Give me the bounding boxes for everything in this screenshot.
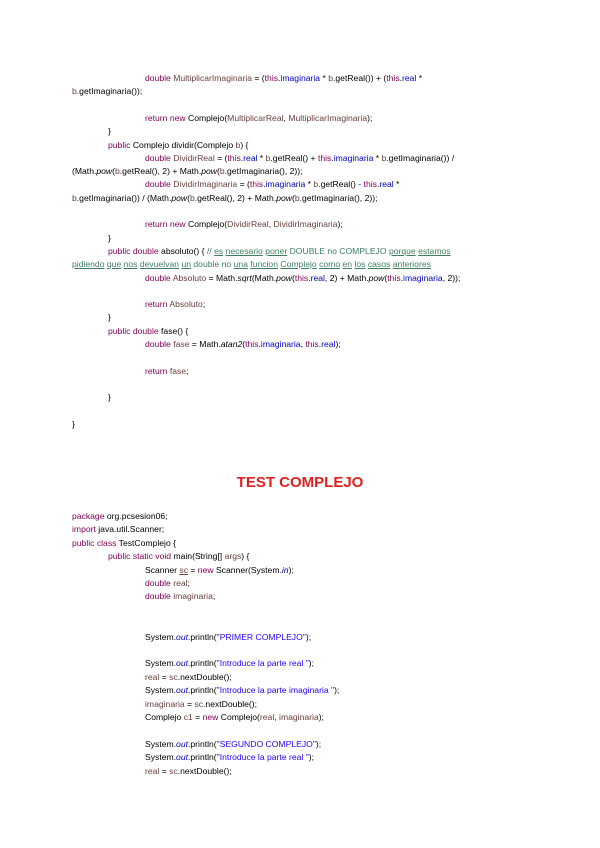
code-token: this <box>245 339 259 349</box>
code-token: . <box>376 179 380 190</box>
code-token: System. <box>145 738 177 749</box>
code-token: b <box>219 166 225 177</box>
code-token: new <box>197 564 216 575</box>
code-line <box>145 578 190 588</box>
code-token: sc <box>169 765 178 776</box>
code-token: real <box>402 73 417 83</box>
code-token: ( <box>242 339 246 349</box>
code-token: java.util.Scanner; <box>98 524 165 535</box>
code-token: main(String[] <box>173 551 225 562</box>
code-token: , <box>274 712 280 722</box>
code-token: Complejo <box>280 259 317 270</box>
code-token: return <box>145 112 170 123</box>
code-token: .println( <box>188 738 217 749</box>
code-token: . <box>399 73 403 83</box>
code-line <box>145 672 232 682</box>
code-token: System. <box>145 752 177 763</box>
code-token: ; <box>186 365 189 376</box>
code-token: public <box>108 245 133 256</box>
code-token: Complejo( <box>188 112 228 123</box>
code-token: .nextDouble(); <box>203 698 258 709</box>
code-token: } <box>108 312 111 323</box>
code-token: * <box>257 152 266 163</box>
code-line <box>145 739 321 749</box>
code-token: fase() { <box>161 325 189 336</box>
code-token: return <box>145 219 170 230</box>
code-token: una <box>233 259 248 270</box>
code-token: this <box>249 179 264 190</box>
code-token: b <box>189 192 195 203</box>
code-token: .getReal()) + ( <box>333 73 387 83</box>
code-token: this <box>264 73 279 83</box>
code-token: * <box>393 179 400 190</box>
code-token: "SEGUNDO COMPLEJO" <box>216 738 316 749</box>
code-token: absoluto() { <box>161 245 207 256</box>
code-token: DividirImaginaria <box>273 219 338 230</box>
code-token: .getImaginaria(), 2)); <box>224 166 303 177</box>
code-token: "Introduce la parte real " <box>216 658 309 669</box>
code-token: package <box>72 511 107 521</box>
code-token: DividirReal <box>227 219 269 230</box>
code-token: Complejo( <box>188 219 228 230</box>
code-token: double <box>145 179 174 190</box>
code-token: que <box>106 259 122 270</box>
code-line <box>145 766 232 776</box>
code-token: public <box>108 325 133 336</box>
code-token: .getImaginaria()); <box>76 86 143 97</box>
code-token: b <box>235 139 241 150</box>
code-token: return <box>145 299 170 310</box>
code-token: // <box>206 245 215 256</box>
code-token: imaginaria <box>260 339 301 349</box>
code-token: ); <box>308 658 314 669</box>
code-token: DividirImaginaria <box>173 179 238 190</box>
code-token: = <box>159 671 170 682</box>
code-token: estamos <box>418 245 451 256</box>
code-token: imaginaria <box>265 179 306 190</box>
code-token: casos <box>367 259 391 270</box>
code-token: this <box>363 179 377 190</box>
code-token: ); <box>308 752 314 763</box>
code-token: ); <box>318 712 324 722</box>
code-line <box>145 712 324 722</box>
code-token: c1 <box>183 712 193 722</box>
code-line <box>145 179 399 189</box>
code-line <box>145 565 294 575</box>
code-token: imaginaria <box>145 698 185 709</box>
code-token: = <box>192 712 203 722</box>
code-token: = <box>159 765 170 776</box>
code-token: double <box>132 245 162 256</box>
code-line <box>72 524 164 534</box>
code-token: como <box>319 259 341 270</box>
code-token: class <box>96 537 119 548</box>
code-line <box>145 752 314 762</box>
code-token: TestComplejo { <box>118 537 176 548</box>
code-token: . <box>318 339 322 349</box>
code-token: in <box>281 564 289 575</box>
code-token: ; <box>187 578 190 588</box>
code-token: Absoluto <box>172 272 207 283</box>
code-token: = <box>188 564 198 575</box>
code-token: } <box>108 126 111 137</box>
code-token: pow <box>171 192 188 203</box>
code-token: b <box>115 166 120 177</box>
code-token: out <box>176 631 188 642</box>
code-token: .println( <box>188 752 217 763</box>
code-token: = ( <box>214 152 228 163</box>
code-token: pow <box>201 166 217 177</box>
code-token: out <box>176 738 188 749</box>
code-token: .println( <box>188 631 217 642</box>
code-token: sqrt <box>237 272 252 283</box>
code-line <box>72 193 377 203</box>
code-token: sc <box>169 671 178 682</box>
code-token: fase <box>173 339 190 349</box>
code-token: this <box>386 73 400 83</box>
code-token: ); <box>315 738 322 749</box>
code-token: Complejo( <box>220 712 260 722</box>
code-token: "PRIMER COMPLEJO" <box>216 631 306 642</box>
code-token: Scanner(System. <box>215 564 282 575</box>
code-token: real <box>259 712 275 722</box>
code-line <box>108 126 111 136</box>
code-token: MultiplicarImaginaria <box>288 112 368 123</box>
code-token: static <box>132 551 156 562</box>
code-token: .getReal(), 2) + Math. <box>194 192 277 203</box>
code-token: funcion <box>250 259 278 270</box>
code-token: Scanner <box>145 564 180 575</box>
code-token: System. <box>145 685 177 696</box>
code-line <box>108 326 188 336</box>
code-token: real <box>173 578 188 588</box>
code-line <box>145 299 205 309</box>
code-token: pow <box>96 166 113 177</box>
code-line <box>72 166 303 176</box>
code-token: System. <box>145 658 177 669</box>
code-token: ( <box>187 192 190 203</box>
code-line <box>145 73 422 83</box>
code-line <box>145 113 372 123</box>
code-token: out <box>176 752 188 763</box>
code-token: .nextDouble(); <box>177 671 232 682</box>
code-token: ); <box>288 564 294 575</box>
code-token: sc <box>194 698 204 709</box>
code-token: void <box>155 551 174 562</box>
code-token: .println( <box>188 658 217 669</box>
code-line <box>108 392 111 402</box>
code-token: "Introduce la parte real " <box>216 752 309 763</box>
code-token: b <box>328 73 333 83</box>
code-token: pow <box>368 272 385 283</box>
code-token: ( <box>384 272 388 283</box>
code-line <box>145 153 454 163</box>
code-token: ; <box>212 591 216 602</box>
section-title: TEST COMPLEJO <box>236 474 364 491</box>
code-token: ( <box>291 272 295 283</box>
code-token: real <box>379 179 394 190</box>
code-line <box>72 259 431 269</box>
code-token: real <box>243 152 258 163</box>
code-token: double <box>145 152 174 163</box>
code-token: this <box>317 152 332 163</box>
code-token: nos <box>123 259 138 270</box>
code-token: double <box>145 591 174 602</box>
code-line <box>145 219 343 229</box>
code-token: ) { <box>241 551 250 562</box>
code-line <box>145 339 341 349</box>
code-token: new <box>169 219 188 230</box>
code-token: = <box>184 698 195 709</box>
code-token: new <box>169 112 188 123</box>
code-token: b <box>313 179 319 190</box>
code-token: , <box>268 219 274 230</box>
code-token: , <box>283 112 289 123</box>
code-token: double <box>132 325 162 336</box>
code-token: public <box>108 551 133 562</box>
code-line <box>108 233 111 243</box>
code-token: real <box>145 671 160 682</box>
code-token: ( <box>216 166 220 177</box>
code-token: b <box>381 152 387 163</box>
code-token: = Math. <box>206 272 238 283</box>
code-token: .getReal() - <box>318 179 364 190</box>
code-line <box>145 591 215 601</box>
code-token: double <box>145 339 174 349</box>
code-token: anteriores <box>392 259 431 270</box>
code-token: DividirReal <box>173 152 215 163</box>
code-token: poner <box>265 245 288 256</box>
code-token: atan2 <box>220 339 243 349</box>
code-token: double <box>145 578 174 588</box>
code-token: . <box>308 272 311 283</box>
code-token: , 2) + Math. <box>324 272 369 283</box>
code-token: imaginaria <box>280 73 321 83</box>
code-token: b <box>72 86 77 97</box>
code-line <box>145 632 311 642</box>
code-token: } <box>108 392 111 403</box>
code-token: this <box>305 339 319 349</box>
code-line <box>145 366 188 376</box>
code-token: * <box>416 73 423 83</box>
code-token: imaginaria <box>333 152 374 163</box>
code-token: devuelvan <box>139 259 180 270</box>
code-token: (Math. <box>251 272 277 283</box>
code-token: public <box>108 139 133 150</box>
code-token: MultiplicarReal <box>227 112 284 123</box>
code-token: pidiendo <box>72 259 105 270</box>
code-token: ) { <box>240 139 249 150</box>
code-token: .println( <box>188 685 217 696</box>
code-token: real <box>321 339 336 349</box>
code-token: ); <box>334 685 340 696</box>
code-token: double no <box>191 259 234 270</box>
code-token: imaginaria <box>173 591 213 602</box>
code-token: los <box>354 259 366 270</box>
code-token: b <box>294 192 300 203</box>
code-token: . <box>278 73 281 83</box>
code-token: ); <box>337 219 343 230</box>
code-token: imaginaria <box>403 272 443 283</box>
code-line <box>108 246 451 256</box>
code-token: return <box>145 365 170 376</box>
code-token: .getImaginaria(), 2)); <box>299 192 378 203</box>
code-token: Complejo <box>145 712 184 722</box>
code-token: . <box>258 339 261 349</box>
code-line <box>72 86 142 96</box>
code-token: * <box>373 152 382 163</box>
code-token: * <box>320 73 329 83</box>
code-token: "Introduce la parte imaginaria " <box>216 685 335 696</box>
code-line <box>145 658 314 668</box>
code-line <box>108 551 249 561</box>
code-token: . <box>400 272 404 283</box>
code-token: ); <box>335 339 341 349</box>
code-token: ); <box>305 631 312 642</box>
code-token: es <box>214 245 224 256</box>
code-token: ; <box>202 299 206 310</box>
code-line <box>72 538 176 548</box>
code-token: org.pcsesion06; <box>106 511 168 521</box>
code-token: new <box>202 712 221 722</box>
code-token: } <box>108 232 111 243</box>
code-token: necesario <box>225 245 263 256</box>
code-token: fase <box>169 365 187 376</box>
code-line <box>72 419 75 429</box>
code-token: .getImaginaria()) / <box>386 152 455 163</box>
code-token: Absoluto <box>169 299 203 310</box>
code-line <box>145 685 339 695</box>
code-token: real <box>145 765 160 776</box>
code-token: ( <box>112 166 115 177</box>
code-token: .nextDouble(); <box>177 765 232 776</box>
code-token: , <box>300 339 306 349</box>
code-token: } <box>72 418 75 429</box>
code-token: .getReal(), 2) + Math. <box>119 166 202 177</box>
code-token: Complejo dividir(Complejo <box>132 139 236 150</box>
code-token: args <box>224 551 242 562</box>
code-token: imaginaria <box>279 712 319 722</box>
code-token: . <box>240 152 244 163</box>
code-token: pow <box>276 192 292 203</box>
code-token: ( <box>291 192 295 203</box>
code-token: (Math. <box>72 166 97 177</box>
code-token: = ( <box>237 179 250 190</box>
code-token: .getImaginaria()) / (Math. <box>76 192 172 203</box>
code-line <box>145 273 460 283</box>
code-token: import <box>72 524 99 535</box>
code-token: = ( <box>252 73 265 83</box>
code-token: ); <box>367 112 373 123</box>
code-line <box>145 699 257 709</box>
code-token: double <box>145 272 173 283</box>
code-token: . <box>331 152 334 163</box>
code-token: = Math. <box>189 339 221 349</box>
code-token: out <box>176 685 188 696</box>
code-token: DOUBLE no COMPLEJO <box>287 245 389 256</box>
code-token: , 2)); <box>442 272 461 283</box>
code-line <box>108 140 248 150</box>
code-token: pow <box>276 272 292 283</box>
code-token: this <box>387 272 401 283</box>
code-token: sc <box>179 564 188 575</box>
code-token: b <box>265 152 271 163</box>
code-line <box>72 511 168 521</box>
code-token: MultiplicarImaginaria <box>173 73 253 83</box>
code-token: .getReal() + <box>270 152 318 163</box>
code-token: b <box>72 192 77 203</box>
code-token: System. <box>145 631 177 642</box>
code-token: en <box>342 259 353 270</box>
code-token: un <box>181 259 192 270</box>
code-token: public <box>72 537 97 548</box>
code-token: this <box>227 152 241 163</box>
code-token: out <box>176 658 188 669</box>
code-line <box>108 312 111 322</box>
code-token: this <box>294 272 309 283</box>
code-token: . <box>263 179 266 190</box>
code-token: * <box>305 179 314 190</box>
code-token: real <box>310 272 325 283</box>
code-token: double <box>145 73 174 83</box>
code-token: porque <box>388 245 416 256</box>
